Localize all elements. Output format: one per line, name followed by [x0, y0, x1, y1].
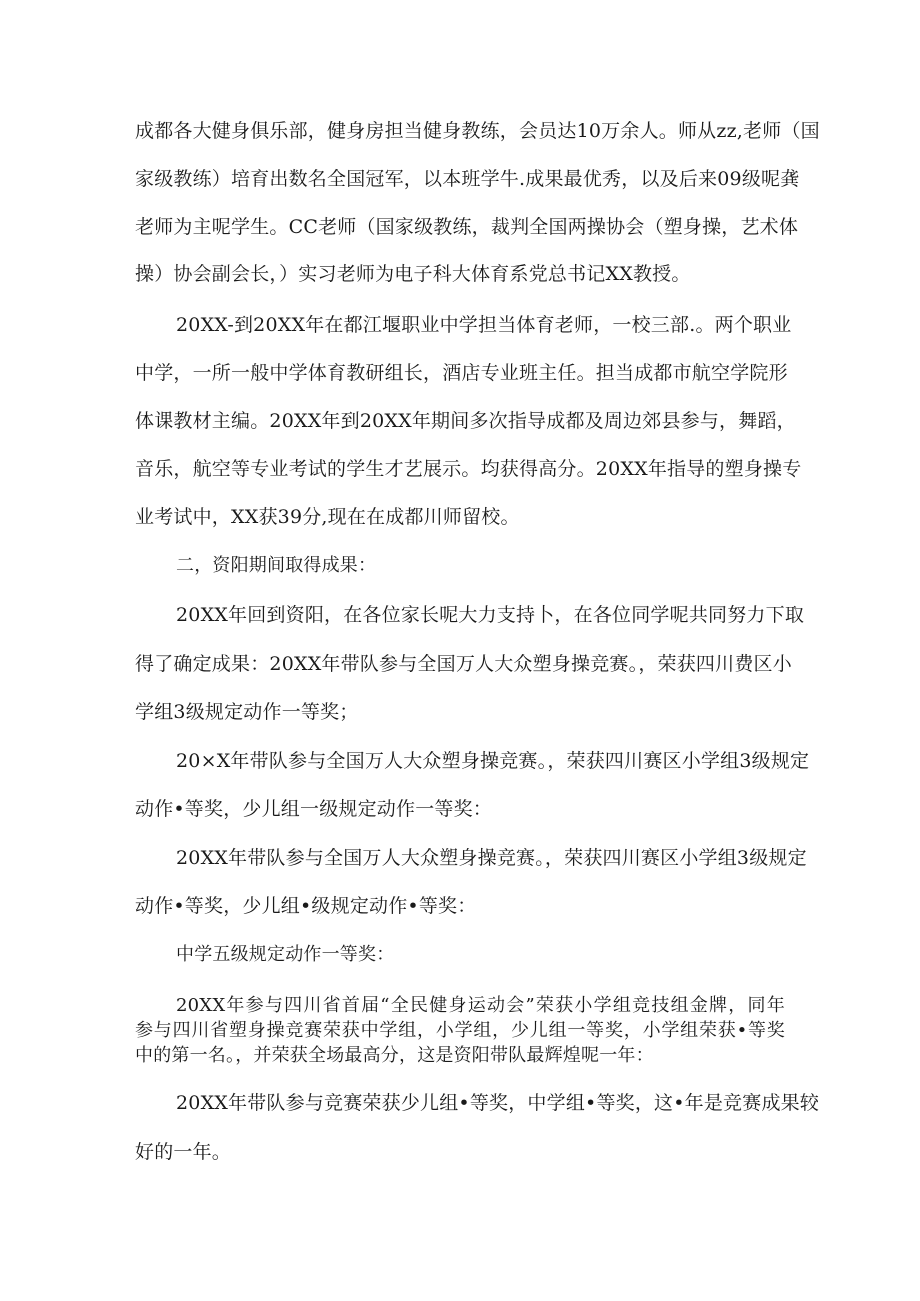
paragraph-7-line-2: 参与四川省塑身操竞赛荣获中学组，小学组，少儿组一等奖，小学组荣获•等奖 [135, 1020, 785, 1041]
section-heading-2: 二，资阳期间取得成果： [176, 555, 377, 576]
paragraph-8-line-1: 20XX年带队参与竞赛荣获少儿组•等奖，中学组•等奖，这•年是竞赛成果较 [176, 1092, 820, 1114]
paragraph-7-line-3: 中的第一名。，并荣获全场最高分，这是资阳带队最辉煌呢一年： [135, 1045, 654, 1066]
paragraph-1-line-1: 成都各大健身俱乐部，健身房担当健身教练，会员达10万余人。师从zz,老师（国 [135, 120, 820, 142]
paragraph-3-line-3: 学组3级规定动作一等奖； [135, 701, 359, 723]
paragraph-1-line-4: 操）协会副会长，）实习老师为电子科大体育系党总书记XX教授。 [135, 263, 691, 285]
paragraph-2-line-4: 音乐，航空等专业考试的学生才艺展示。均获得高分。20XX年指导的塑身操专 [135, 458, 802, 480]
paragraph-2-line-3: 体课教材主编。20XX年到20XX年期间多次指导成都及周边郊县参与，舞蹈， [135, 410, 796, 432]
paragraph-1-line-3: 老师为主呢学生。CC老师（国家级教练，裁判全国两操协会（塑身操，艺术体 [135, 216, 799, 238]
paragraph-4-line-1: 20×X年带队参与全国万人大众塑身操竞赛。，荣获四川赛区小学组3级规定 [176, 750, 810, 772]
paragraph-8-line-2: 好的一年。 [135, 1141, 232, 1163]
paragraph-7-line-1: 20XX年参与四川省首届“全民健身运动会”荣获小学组竞技组金牌，同年 [176, 995, 785, 1016]
paragraph-3-line-1: 20XX年回到资阳，在各位家长呢大力支持卜，在各位同学呢共同努力下取 [176, 604, 805, 626]
paragraph-5-line-1: 20XX年带队参与全国万人大众塑身操竞赛。，荣获四川赛区小学组3级规定 [176, 847, 807, 869]
paragraph-3-line-2: 得了确定成果：20XX年带队参与全国万人大众塑身操竞赛。，荣获四川费区小 [135, 653, 792, 675]
paragraph-5-line-2: 动作•等奖，少儿组•级规定动作•等奖： [135, 895, 477, 917]
paragraph-1-line-2: 家级教练）培育出数名全国冠军，以本班学牛.成果最优秀，以及后来09级呢龚 [135, 168, 800, 190]
paragraph-2-line-1: 20XX-到20XX年在都江堰职业中学担当体育老师，一校三部.。两个职业 [176, 314, 792, 336]
paragraph-2-line-2: 中学，一所一般中学体育教研组长，酒店专业班主任。担当成都市航空学院形 [135, 362, 788, 384]
paragraph-2-line-5: 业考试中，XX获39分,现在在成都川师留校。 [135, 506, 520, 528]
paragraph-4-line-2: 动作•等奖，少儿组一级规定动作一等奖： [135, 798, 493, 820]
paragraph-6-line-1: 中学五级规定动作一等奖： [176, 944, 395, 965]
